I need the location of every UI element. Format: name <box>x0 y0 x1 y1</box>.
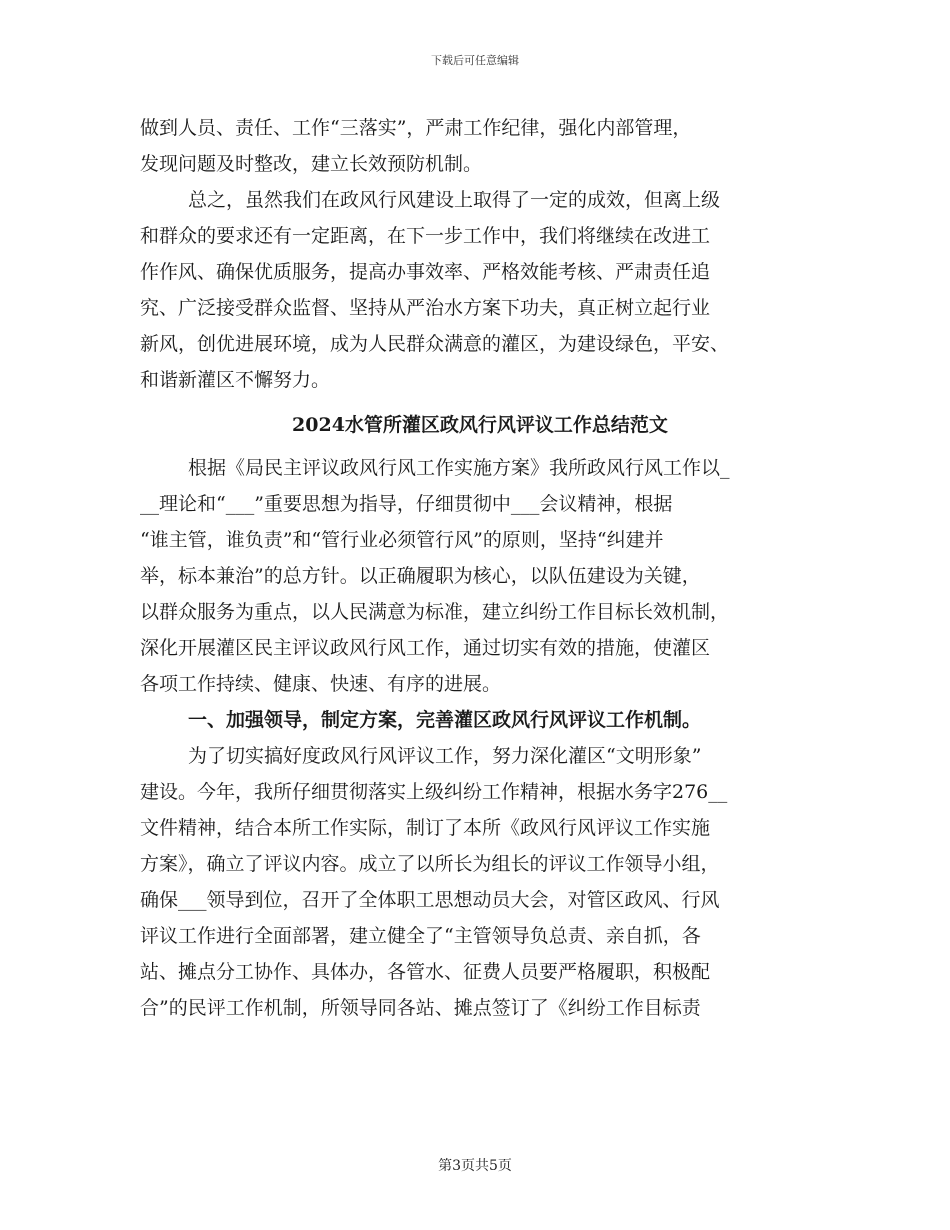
text-line: 和群众的要求还有一定距离，在下一步工作中，我们将继续在改进工 <box>140 225 711 247</box>
text-line: 评议工作进行全面部署，建立健全了“主管领导负总责、亲自抓，各 <box>140 925 701 947</box>
paragraph <box>140 450 820 702</box>
paragraph <box>140 738 820 1026</box>
text-line: 文件精神，结合本所工作实际，制订了本所《政风行风评议工作实施 <box>140 817 711 839</box>
text-line: 和谐新灌区不懈努力。 <box>140 369 331 391</box>
text-line: 合”的民评工作机制，所领导同各站、摊点签订了《纠纷工作目标责 <box>140 997 701 1019</box>
text-line: 究、广泛接受群众监督、坚持从严治水方案下功夫，真正树立起行业 <box>140 297 711 319</box>
text-line: 为了切实搞好度政风行风评议工作，努力深化灌区“文明形象” <box>188 745 702 767</box>
text-line: 新风，创优进展环境，成为人民群众满意的灌区，为建设绿色，平安、 <box>140 333 730 355</box>
text-line: 深化开展灌区民主评议政风行风工作，通过切实有效的措施，使灌区 <box>140 637 711 659</box>
paragraph <box>140 110 820 182</box>
text-line: __理论和“___”重要思想为指导，仔细贯彻中___会议精神，根据 <box>140 493 673 515</box>
page-header-note: 下载后可任意编辑 <box>431 54 519 67</box>
text-line: 根据《局民主评议政风行风工作实施方案》我所政风行风工作以_ <box>188 457 730 479</box>
text-line: 作作风、确保优质服务，提高办事效率、严格效能考核、严肃责任追 <box>140 261 711 283</box>
text-line: 以群众服务为重点，以人民满意为标准，建立纠纷工作目标长效机制， <box>140 601 730 623</box>
text-line: 建设。今年，我所仔细贯彻落实上级纠纷工作精神，根据水务字276__ <box>140 781 728 803</box>
section-heading: 一、加强领导，制定方案，完善灌区政风行风评议工作机制。 <box>188 709 702 731</box>
text-line: 做到人员、责任、工作“三落实”，严肃工作纪律，强化内部管理， <box>140 117 692 139</box>
text-line: “谁主管，谁负责”和“管行业必须管行风”的原则，坚持“纠建并 <box>140 529 664 551</box>
document-title: 2024水管所灌区政风行风评议工作总结范文 <box>292 414 668 436</box>
paragraph <box>140 182 820 398</box>
page-number: 第3页共5页 <box>438 1158 512 1174</box>
text-line: 站、摊点分工协作、具体办，各管水、征费人员要严格履职，积极配 <box>140 961 711 983</box>
text-line: 举，标本兼治”的总方针。以正确履职为核心，以队伍建设为关键， <box>140 565 701 587</box>
text-line: 发现问题及时整改，建立长效预防机制。 <box>140 153 483 175</box>
text-line: 总之，虽然我们在政风行风建设上取得了一定的成效，但离上级 <box>188 189 721 211</box>
text-line: 各项工作持续、健康、快速、有序的进展。 <box>140 673 502 695</box>
text-line: 确保___领导到位，召开了全体职工思想动员大会，对管区政风、行风 <box>140 889 720 911</box>
text-line: 方案》，确立了评议内容。成立了以所长为组长的评议工作领导小组， <box>140 853 720 875</box>
document-body <box>140 110 820 1026</box>
